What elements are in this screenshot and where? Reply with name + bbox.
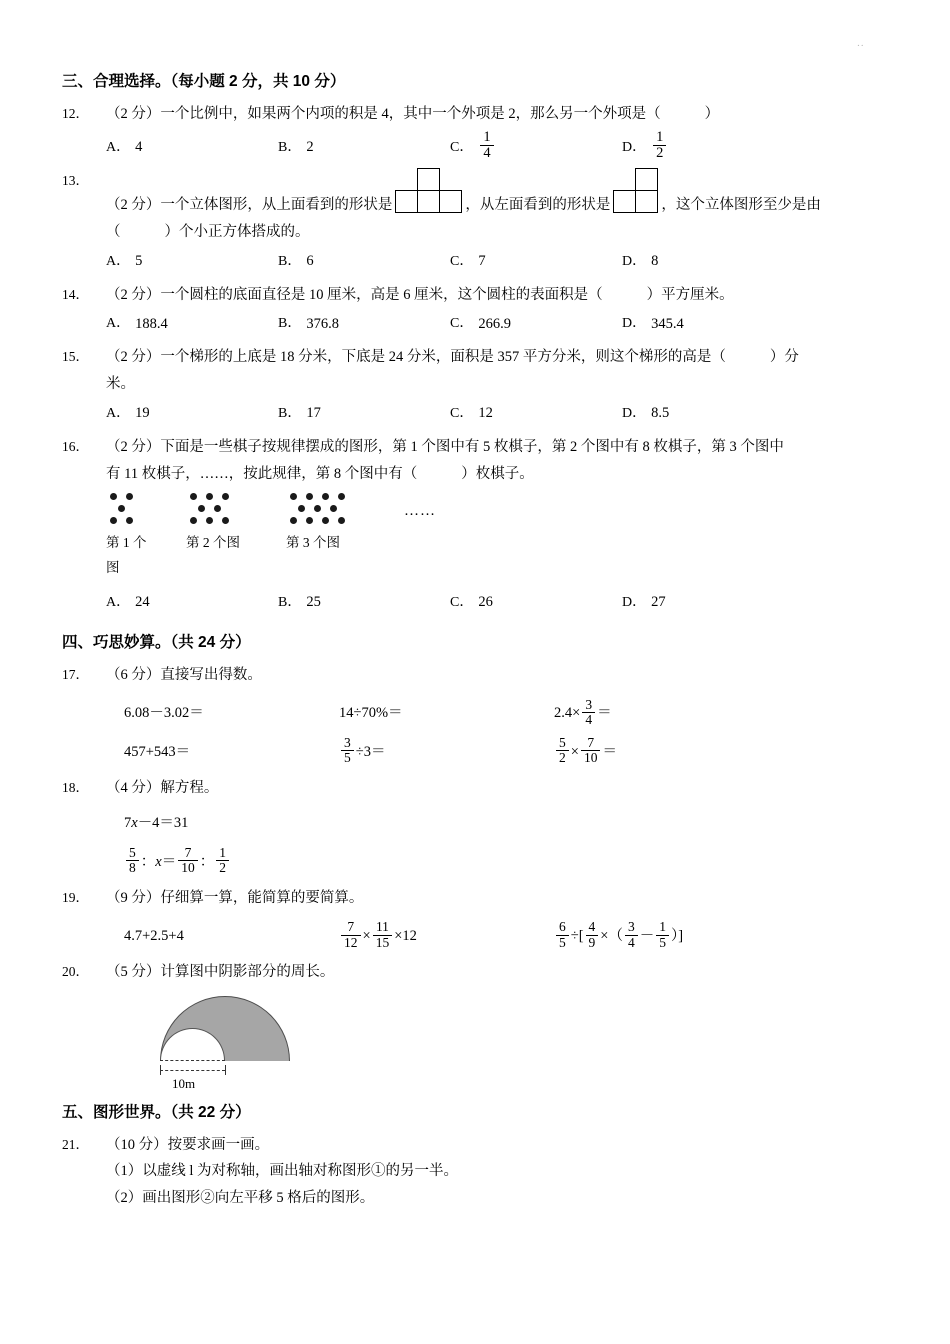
q16-option-d[interactable]: D． 27: [622, 594, 666, 611]
question-14: 14． （2 分）一个圆柱的底面直径是 10 厘米，高是 6 厘米，这个圆柱的表面积是（ ）平方厘米。 A． 188.4 B． 376.8 C． 266.9 D． 345.4: [62, 282, 888, 338]
q13-option-d[interactable]: D． 8: [622, 252, 659, 269]
q12-option-b[interactable]: B． 2: [278, 139, 314, 156]
q14-option-a[interactable]: A． 188.4: [106, 315, 168, 332]
q17-row-2: [62, 736, 888, 765]
q14-option-b[interactable]: B． 376.8: [278, 315, 339, 332]
dimension-line: [160, 1070, 225, 1071]
question-16: 16． （2 分）下面是一些棋子按规律摆成的图形，第 1 个图中有 5 枚棋子，第 2 个图中有 8 枚棋子，第 3 个图中 有 11 枚棋子，……，按此规律，第 8 个图中有（ ）枚棋子。 …… 第 1 个图 第 2 个图 第 3 个图 A． 24 B． 25 C． 26 D． 27: [62, 434, 888, 616]
q19-item-3[interactable]: $\frac{6}{5}$ ÷[ $\frac{4}{9}$ ×（ $\frac{3}{4}$ － $\frac{1}{5}$ ）]: [554, 920, 814, 949]
question-13: 13． （2 分）一个立体图形，从上面看到的形状是 ，从左面看到的形状是 ，这个立体图形至少是由 （ ）个小正方体搭成的。 A． 5 B． 6 C． 7 D． 8: [62, 168, 888, 274]
q15-option-a[interactable]: A． 19: [106, 404, 150, 421]
q17-row-1: [62, 698, 888, 727]
fraction: $\frac{3}{5}$: [341, 736, 354, 765]
q20-score: （5 分）: [106, 963, 161, 980]
q16-score: （2 分）: [106, 438, 161, 455]
chess-figure-2: [186, 493, 248, 527]
q20-figure-label: 10m: [172, 1075, 196, 1091]
q13-score: （2 分）: [106, 197, 161, 214]
q13-option-a[interactable]: A． 5: [106, 252, 143, 269]
fraction: $\frac{3}{4}$: [625, 920, 638, 949]
question-15: 15． （2 分）一个梯形的上底是 18 分米，下底是 24 分米，面积是 357 平方分米，则这个梯形的高是（ ）分 米。 A． 19 B． 17 C． 12 D． 8.5: [62, 344, 888, 426]
q21-score: （10 分）: [106, 1136, 168, 1153]
q16-options: [62, 589, 888, 616]
q13-option-b[interactable]: B． 6: [278, 252, 314, 269]
q17-item-2[interactable]: 14÷70%＝: [339, 705, 403, 722]
q19-items: [62, 920, 888, 949]
q12-option-d[interactable]: D． $\frac{1}{2}$: [622, 130, 794, 161]
section-4-title: 四、巧思妙算。（共 24 分）: [62, 634, 251, 652]
variable-x: x: [131, 815, 138, 832]
fraction: $\frac{7}{12}$: [341, 920, 361, 949]
fraction: $\frac{4}{9}$: [586, 920, 599, 949]
fraction: $\frac{3}{4}$: [582, 698, 595, 727]
q13-option-c[interactable]: C． 7: [450, 252, 486, 269]
q16-option-c[interactable]: C． 26: [450, 594, 493, 611]
q18-score: （4 分）: [106, 779, 161, 796]
q16-option-a[interactable]: A． 24: [106, 594, 150, 611]
q16-number: 16．: [62, 438, 89, 454]
q20-number: 20．: [62, 963, 89, 979]
fraction: $\frac{5}{8}$: [126, 846, 139, 875]
q16-figures: [62, 493, 888, 527]
q13-text-line2: （ ）个小正方体搭成的。: [106, 224, 310, 241]
q21-number: 21．: [62, 1136, 89, 1152]
q19-item-2[interactable]: $\frac{7}{12}$ × $\frac{11}{15}$ ×12: [339, 920, 554, 949]
caption-fig-2: 第 2 个图: [186, 535, 240, 551]
top-view-shape: [395, 168, 462, 213]
q14-number: 14．: [62, 286, 89, 302]
fraction: $\frac{1}{2}$: [216, 846, 229, 875]
q16-sequence-ellipsis: ……: [404, 502, 436, 519]
q15-option-d[interactable]: D． 8.5: [622, 404, 670, 421]
question-12: 12． （2 分）一个比例中，如果两个内项的积是 4，其中一个外项是 2，那么另一个外项是（ ） A． 4 B． 2 C． $\frac{1}{4}$ D． $\frac{1}{2}$: [62, 101, 888, 161]
fraction: $\frac{1}{4}$: [480, 130, 493, 161]
variable-x: x: [155, 853, 162, 870]
fraction: $\frac{7}{10}$: [581, 736, 601, 765]
q13-options: [62, 248, 888, 275]
q14-option-c[interactable]: C． 266.9: [450, 315, 511, 332]
q19-score: （9 分）: [106, 889, 161, 906]
dimension-tick-right: [225, 1065, 226, 1075]
caption-fig-1: 第 1 个图: [106, 535, 147, 576]
q16-figure-captions: [62, 531, 888, 581]
q16-text-line2: 有 11 枚棋子，……，按此规律，第 8 个图中有（ ）枚棋子。: [106, 465, 534, 482]
fraction: $\frac{11}{15}$: [373, 920, 393, 949]
q12-text: 一个比例中，如果两个内项的积是 4，其中一个外项是 2，那么另一个外项是（: [160, 106, 661, 122]
left-view-shape: [613, 168, 658, 213]
q17-score: （6 分）: [106, 667, 161, 684]
q17-item-3[interactable]: 2.4× $\frac{3}{4}$ ＝: [554, 696, 612, 728]
fraction: $\frac{5}{2}$: [556, 736, 569, 765]
q12-score: （2 分）: [106, 106, 161, 122]
q16-option-b[interactable]: B． 25: [278, 594, 321, 611]
q15-option-c[interactable]: C． 12: [450, 404, 493, 421]
section-5-title: 五、图形世界。（共 22 分）: [62, 1103, 251, 1121]
q21-sub-2: （2）画出图形②向左平移 5 格后的图形。: [106, 1190, 375, 1207]
q12-option-a[interactable]: A． 4: [106, 139, 143, 156]
caption-fig-3: 第 3 个图: [286, 535, 340, 551]
q13-number: 13．: [62, 173, 89, 189]
q15-number: 15．: [62, 349, 89, 365]
q19-number: 19．: [62, 889, 89, 905]
q17-number: 17．: [62, 667, 89, 683]
question-17: 17． （6 分）直接写出得数。 6.08－3.02＝ 14÷70%＝ 2.4× $\frac{3}{4}$ ＝ 457+543＝ $\frac{3}{5}$ ÷3＝ $\frac{5}{2}$ × $\frac{7}{10}$ ＝: [62, 662, 888, 766]
q20-shaded-figure: [142, 996, 302, 1091]
dimension-tick-left: [160, 1065, 161, 1075]
q17-item-6[interactable]: $\frac{5}{2}$ × $\frac{7}{10}$ ＝: [554, 736, 814, 765]
q15-options: [62, 400, 888, 427]
q17-item-5[interactable]: $\frac{3}{5}$ ÷3＝: [339, 736, 554, 765]
chess-figure-3: [286, 493, 366, 527]
q21-sub-1: （1）以虚线 l 为对称轴，画出轴对称图形①的另一半。: [106, 1163, 459, 1180]
q18-equation-2[interactable]: $\frac{5}{8}$ ： x ＝ $\frac{7}{10}$ ： $\frac{1}{2}$: [62, 846, 888, 875]
q14-score: （2 分）: [106, 286, 161, 303]
q15-option-b[interactable]: B． 17: [278, 404, 321, 421]
chess-figure-1: [106, 493, 148, 527]
q17-item-4[interactable]: 457+543＝: [124, 743, 191, 760]
fraction: $\frac{1}{2}$: [653, 130, 666, 161]
question-19: 19． （9 分）仔细算一算，能简算的要简算。 4.7+2.5+4 $\frac{7}{12}$ × $\frac{11}{15}$ ×12 $\frac{6}{5}$ ÷[ $\frac{4}{9}$ ×（ $\frac{3}{4}$ － $\frac{1}{5}$ ）]: [62, 885, 888, 950]
page-watermark: ··: [856, 40, 864, 52]
question-18: 18． （4 分）解方程。 7 x －4＝31 $\frac{5}{8}$ ： x ＝ $\frac{7}{10}$ ： $\frac{1}{2}$: [62, 775, 888, 876]
q18-equation-1[interactable]: 7 x －4＝31: [62, 810, 888, 837]
q15-text-line2: 米。: [106, 376, 135, 393]
section-3-title: 三、合理选择。（每小题 2 分，共 10 分）: [62, 73, 346, 90]
q14-option-d[interactable]: D． 345.4: [622, 315, 684, 332]
q14-options: [62, 311, 888, 338]
fraction: $\frac{7}{10}$: [178, 846, 198, 875]
q12-option-c[interactable]: C． $\frac{1}{4}$: [450, 130, 622, 161]
q18-number: 18．: [62, 779, 89, 795]
q15-score: （2 分）: [106, 349, 161, 366]
fraction: $\frac{6}{5}$: [556, 920, 569, 949]
q12-options: [62, 130, 888, 161]
q12-number: 12．: [62, 106, 89, 121]
q19-item-1[interactable]: 4.7+2.5+4: [124, 927, 184, 944]
fraction: $\frac{1}{5}$: [656, 920, 669, 949]
q17-item-1[interactable]: 6.08－3.02＝: [124, 705, 204, 722]
diameter-dashed-line: [160, 1060, 225, 1061]
question-20: 20． （5 分）计算图中阴影部分的周长。 10m: [62, 959, 888, 1086]
question-21: 21． （10 分）按要求画一画。 （1）以虚线 l 为对称轴，画出轴对称图形①的另一半。 （2）画出图形②向左平移 5 格后的图形。: [62, 1132, 888, 1212]
